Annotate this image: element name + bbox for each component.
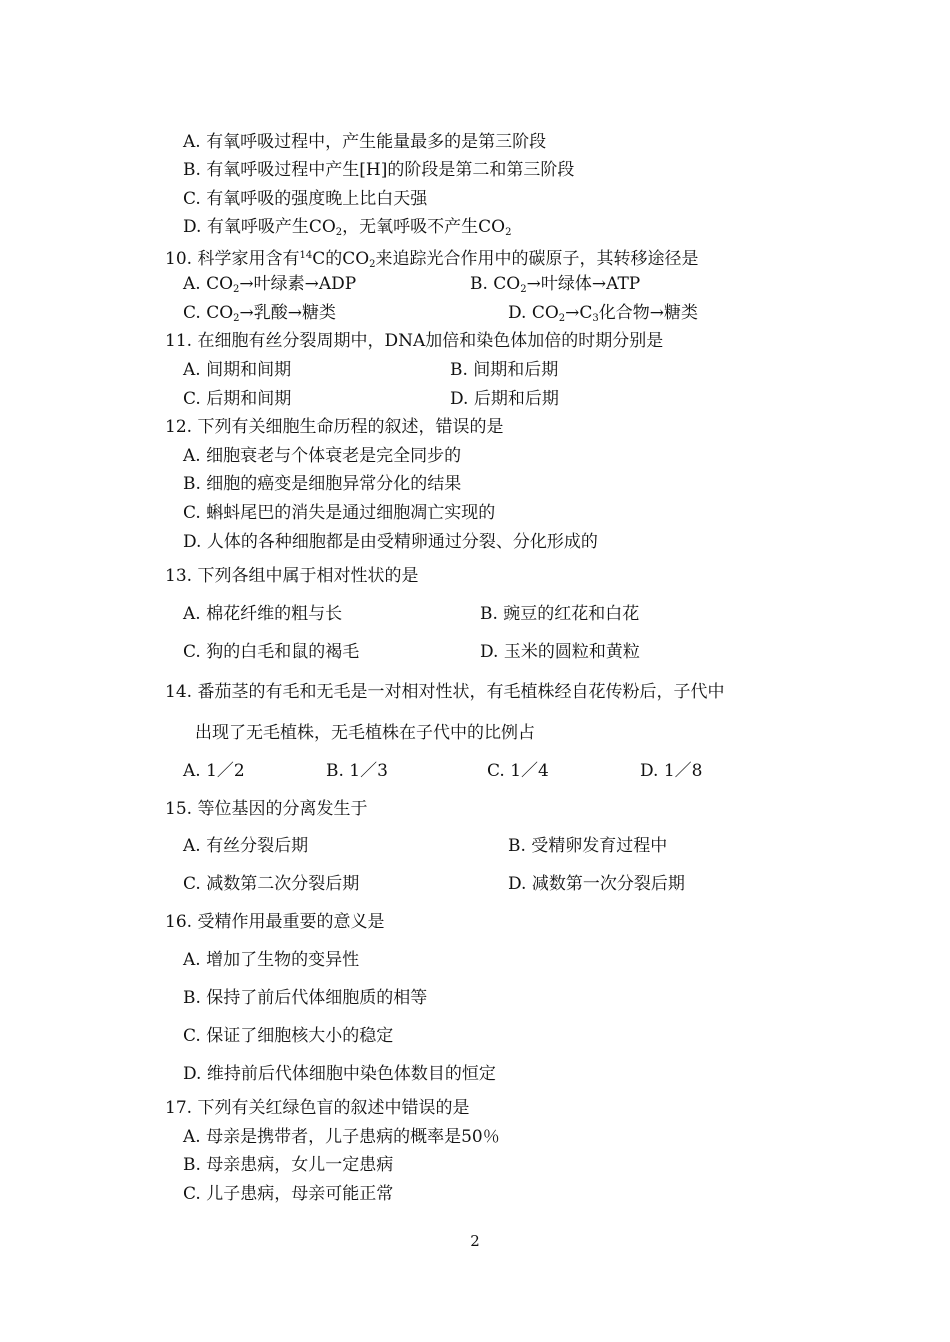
- q13-stem: 13. 下列各组中属于相对性状的是: [165, 566, 419, 586]
- q11-stem: 11. 在细胞有丝分裂周期中，DNA加倍和染色体加倍的时期分别是: [165, 331, 664, 351]
- q12-option-d: D. 人体的各种细胞都是由受精卵通过分裂、分化形成的: [183, 532, 598, 552]
- q9-option-b: B. 有氧呼吸过程中产生[H]的阶段是第二和第三阶段: [183, 160, 575, 180]
- q12-stem: 12. 下列有关细胞生命历程的叙述，错误的是: [165, 417, 504, 437]
- q9-option-a: A. 有氧呼吸过程中，产生能量最多的是第三阶段: [183, 132, 547, 152]
- q11-option-b: B. 间期和后期: [450, 360, 559, 380]
- q13-option-a: A. 棉花纤维的粗与长: [183, 604, 343, 624]
- q15-option-d: D. 减数第一次分裂后期: [508, 874, 685, 894]
- page-number: 2: [470, 1232, 480, 1250]
- q14-option-a: A. 1／2: [183, 761, 245, 781]
- q14-stem-line2: 出现了无毛植株，无毛植株在子代中的比例占: [195, 723, 535, 743]
- q15-option-a: A. 有丝分裂后期: [183, 836, 309, 856]
- q12-option-a: A. 细胞衰老与个体衰老是完全同步的: [183, 446, 462, 466]
- q10-option-a: A. $CO_2\to$叶绿素→ADP: [183, 274, 357, 295]
- q13-option-b: B. 豌豆的红花和白花: [480, 604, 640, 624]
- q16-stem: 16. 受精作用最重要的意义是: [165, 912, 385, 932]
- q10-option-d: D. $CO_2\to C_3$化合物→糖类: [508, 303, 699, 324]
- q16-option-c: C. 保证了细胞核大小的稳定: [183, 1026, 394, 1046]
- q10-option-b: B. $CO_2\to$叶绿体→ATP: [470, 274, 641, 295]
- q15-stem: 15. 等位基因的分离发生于: [165, 799, 368, 819]
- q12-option-c: C. 蝌蚪尾巴的消失是通过细胞凋亡实现的: [183, 503, 496, 523]
- q14-option-b: B. 1／3: [326, 761, 388, 781]
- q17-option-a: A. 母亲是携带者，儿子患病的概率是50％: [183, 1127, 500, 1147]
- q16-option-d: D. 维持前后代体细胞中染色体数目的恒定: [183, 1064, 496, 1084]
- q11-option-a: A. 间期和间期: [183, 360, 292, 380]
- q15-option-c: C. 减数第二次分裂后期: [183, 874, 360, 894]
- q9-option-c: C. 有氧呼吸的强度晚上比白天强: [183, 189, 428, 209]
- q11-option-d: D. 后期和后期: [450, 389, 559, 409]
- q17-stem: 17. 下列有关红绿色盲的叙述中错误的是: [165, 1098, 470, 1118]
- q14-stem-line1: 14. 番茄茎的有毛和无毛是一对相对性状，有毛植株经自花传粉后，子代中: [165, 682, 725, 702]
- q17-option-c: C. 儿子患病，母亲可能正常: [183, 1184, 394, 1204]
- q14-option-d: D. 1／8: [640, 761, 703, 781]
- q13-option-d: D. 玉米的圆粒和黄粒: [480, 642, 640, 662]
- q12-option-b: B. 细胞的癌变是细胞异常分化的结果: [183, 474, 462, 494]
- q17-option-b: B. 母亲患病，女儿一定患病: [183, 1155, 394, 1175]
- q15-option-b: B. 受精卵发育过程中: [508, 836, 668, 856]
- q14-option-c: C. 1／4: [487, 761, 549, 781]
- q10-stem: 10. 科学家用含有$^{14}$C的$CO_2$来追踪光合作用中的碳原子，其转移途径是: [165, 249, 699, 270]
- q9-option-d: D. 有氧呼吸产生$CO_2$，无氧呼吸不产生$CO_2$: [183, 217, 512, 238]
- q16-option-b: B. 保持了前后代体细胞质的相等: [183, 988, 428, 1008]
- q13-option-c: C. 狗的白毛和鼠的褐毛: [183, 642, 360, 662]
- q11-option-c: C. 后期和间期: [183, 389, 292, 409]
- q10-option-c: C. $CO_2\to$乳酸→糖类: [183, 303, 337, 324]
- q16-option-a: A. 增加了生物的变异性: [183, 950, 360, 970]
